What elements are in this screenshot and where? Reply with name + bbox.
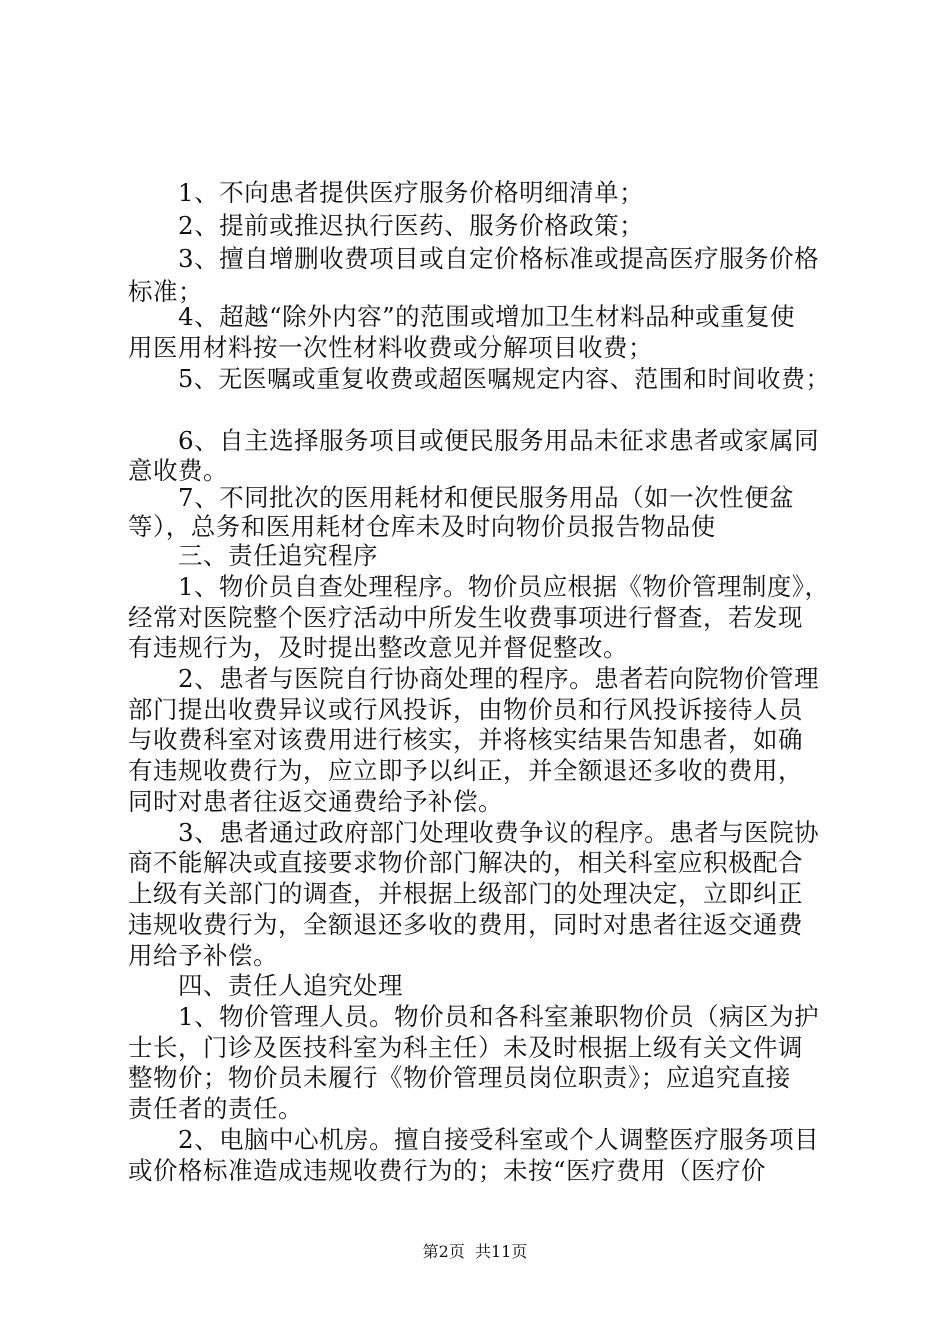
text-line: 3、患者通过政府部门处理收费争议的程序。患者与医院协	[178, 818, 820, 847]
text-line: 部门提出收费异议或行风投诉，由物价员和行风投诉接待人员	[128, 695, 803, 724]
text-line: 同时对患者往返交通费给予补偿。	[128, 787, 503, 816]
text-line: 1、物价员自查处理程序。物价员应根据《物价管理制度》，	[178, 572, 830, 601]
section-heading: 四、责任人追究处理	[178, 971, 403, 1000]
text-line: 6、自主选择服务项目或便民服务用品未征求患者或家属同	[178, 426, 820, 455]
text-line: 意收费。	[128, 456, 228, 485]
text-line: 1、物价管理人员。物价员和各科室兼职物价员（病区为护	[178, 1002, 820, 1031]
text-line: 7、不同批次的医用耗材和便民服务用品（如一次性便盆	[178, 483, 795, 512]
text-line: 商不能解决或直接要求物价部门解决的，相关科室应积极配合	[128, 848, 803, 877]
text-line: 上级有关部门的调查，并根据上级部门的处理决定，立即纠正	[128, 879, 803, 908]
text-line: 标准；	[128, 277, 203, 306]
text-line: 3、擅自增删收费项目或自定价格标准或提高医疗服务价格	[178, 244, 820, 273]
text-line: 与收费科室对该费用进行核实，并将核实结果告知患者，如确	[128, 725, 803, 754]
text-line: 违规收费行为，全额退还多收的费用，同时对患者往返交通费	[128, 910, 803, 939]
text-line: 用给予补偿。	[128, 941, 278, 970]
text-line: 士长，门诊及医技科室为科主任）未及时根据上级有关文件调	[128, 1033, 803, 1062]
text-line: 1、不向患者提供医疗服务价格明细清单；	[178, 178, 645, 207]
text-line: 整物价；物价员未履行《物价管理员岗位职责》；应追究直接	[128, 1063, 791, 1092]
text-line: 5、无医嘱或重复收费或超医嘱规定内容、范围和时间收费；	[178, 365, 830, 393]
text-line: 经常对医院整个医疗活动中所发生收费事项进行督查，若发现	[128, 603, 803, 632]
text-line: 2、电脑中心机房。擅自接受科室或个人调整医疗服务项目	[178, 1125, 820, 1154]
text-line: 责任者的责任。	[128, 1094, 303, 1123]
text-line: 4、超越“除外内容”的范围或增加卫生材料品种或重复使	[178, 302, 796, 331]
text-line: 2、患者与医院自行协商处理的程序。患者若向院物价管理	[178, 664, 820, 693]
section-heading: 三、责任追究程序	[178, 541, 378, 570]
text-line: 2、提前或推迟执行医药、服务价格政策；	[178, 211, 645, 240]
text-line: 等），总务和医用耗材仓库未及时向物价员报告物品使	[128, 512, 716, 541]
text-line: 用医用材料按一次性材料收费或分解项目收费；	[128, 333, 653, 362]
page-footer: 第2页 共11页	[422, 1242, 528, 1261]
text-line: 有违规行为，及时提出整改意见并督促整改。	[128, 633, 628, 662]
text-line: 或价格标准造成违规收费行为的；未按“医疗费用（医疗价	[128, 1156, 767, 1185]
text-line: 有违规收费行为，应立即予以纠正，并全额退还多收的费用，	[128, 756, 803, 785]
